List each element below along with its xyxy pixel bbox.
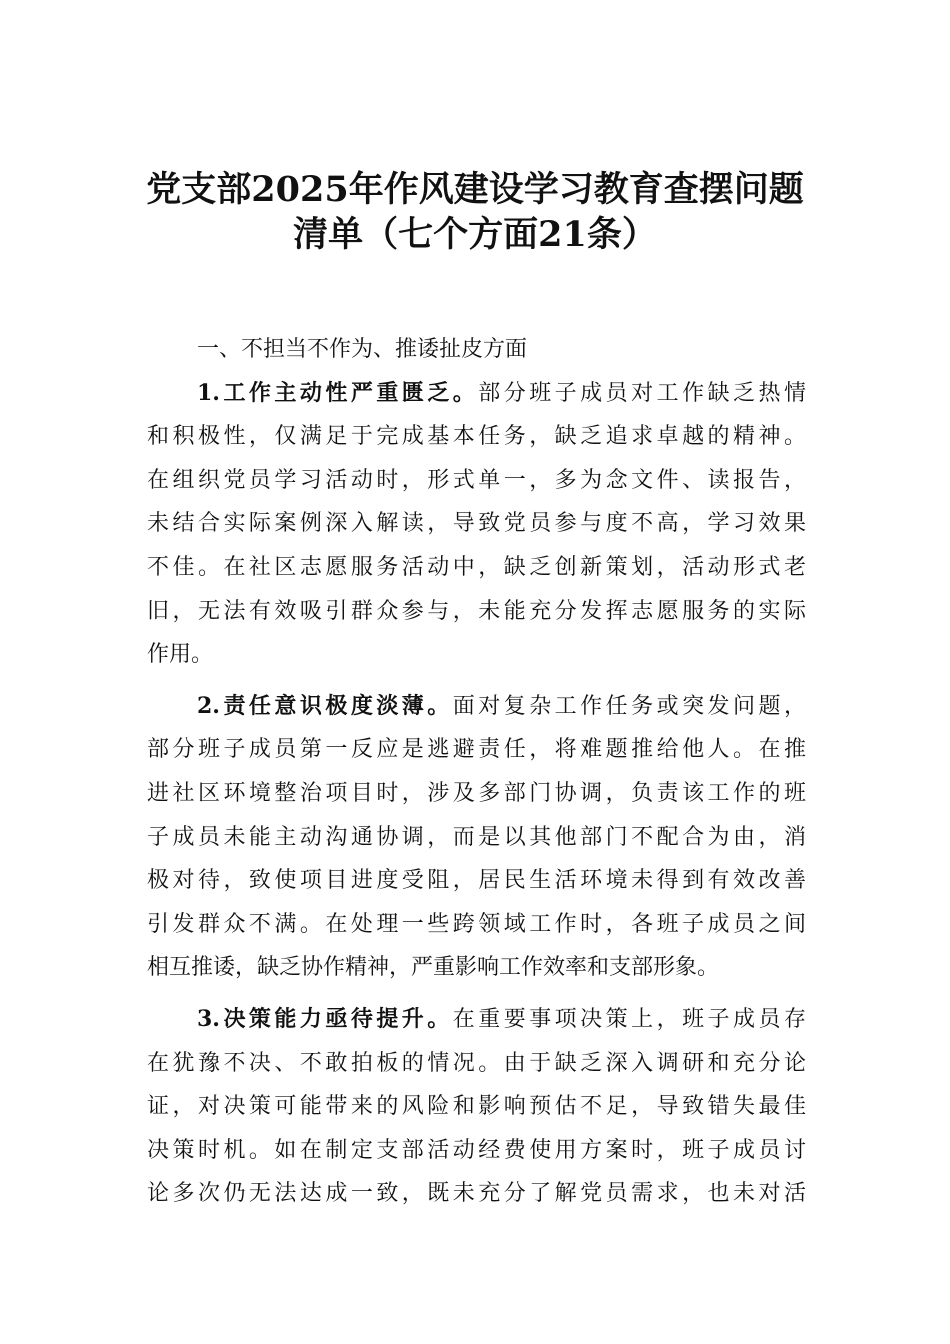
item-lead: 1.工作主动性严重匮乏。 — [197, 379, 479, 406]
paragraph-line: 不佳。在社区志愿服务活动中，缺乏创新策划，活动形式老 — [147, 554, 806, 580]
item-lead: 2.责任意识极度淡薄。 — [197, 692, 453, 719]
paragraph-line: 子成员未能主动沟通协调，而是以其他部门不配合为由，消 — [147, 824, 806, 850]
paragraph-first-line — [147, 685, 806, 729]
paragraph-line: 证，对决策可能带来的风险和影响预估不足，导致错失最佳 — [147, 1094, 806, 1120]
paragraph-item-1 — [147, 372, 806, 677]
item-text: 部分班子成员对工作缺乏热情 — [478, 380, 806, 406]
paragraph-line: 决策时机。如在制定支部活动经费使用方案时，班子成员讨 — [147, 1137, 806, 1163]
item-text: 面对复杂工作任务或突发问题， — [452, 693, 806, 719]
document-title-line-1: 党支部2025年作风建设学习教育查摆问题 — [146, 169, 804, 210]
paragraph-line: 引发群众不满。在处理一些跨领域工作时，各班子成员之间 — [147, 911, 806, 937]
paragraph-line: 进社区环境整治项目时，涉及多部门协调，负责该工作的班 — [147, 780, 806, 806]
document-title-line-2: 清单（七个方面21条） — [293, 214, 657, 255]
paragraph-line: 作用。 — [147, 642, 214, 668]
paragraph-line: 论多次仍无法达成一致，既未充分了解党员需求，也未对活 — [147, 1181, 806, 1207]
paragraph-line: 旧，无法有效吸引群众参与，未能充分发挥志愿服务的实际 — [147, 598, 806, 624]
paragraph-line: 在犹豫不决、不敢拍板的情况。由于缺乏深入调研和充分论 — [147, 1050, 806, 1076]
paragraph-item-2 — [147, 685, 806, 990]
paragraph-line: 极对待，致使项目进度受阻，居民生活环境未得到有效改善 — [147, 868, 806, 894]
section-heading: 一、不担当不作为、推诿扯皮方面 — [197, 337, 528, 362]
item-text: 在重要事项决策上，班子成员存 — [452, 1006, 806, 1032]
paragraph-item-3 — [147, 998, 806, 1216]
document-body — [147, 328, 806, 1216]
paragraph-line: 和积极性，仅满足于完成基本任务，缺乏追求卓越的精神。 — [147, 424, 806, 450]
paragraph-line: 未结合实际案例深入解读，导致党员参与度不高，学习效果 — [147, 511, 806, 537]
paragraph-line: 部分班子成员第一反应是逃避责任，将难题推给他人。在推 — [147, 737, 806, 763]
item-lead: 3.决策能力亟待提升。 — [197, 1005, 453, 1032]
paragraph-first-line — [147, 998, 806, 1042]
paragraph-first-line — [147, 372, 806, 416]
paragraph-line: 在组织党员学习活动时，形式单一，多为念文件、读报告， — [147, 467, 806, 493]
paragraph-line: 相互推诿，缺乏协作精神，严重影响工作效率和支部形象。 — [147, 955, 720, 981]
